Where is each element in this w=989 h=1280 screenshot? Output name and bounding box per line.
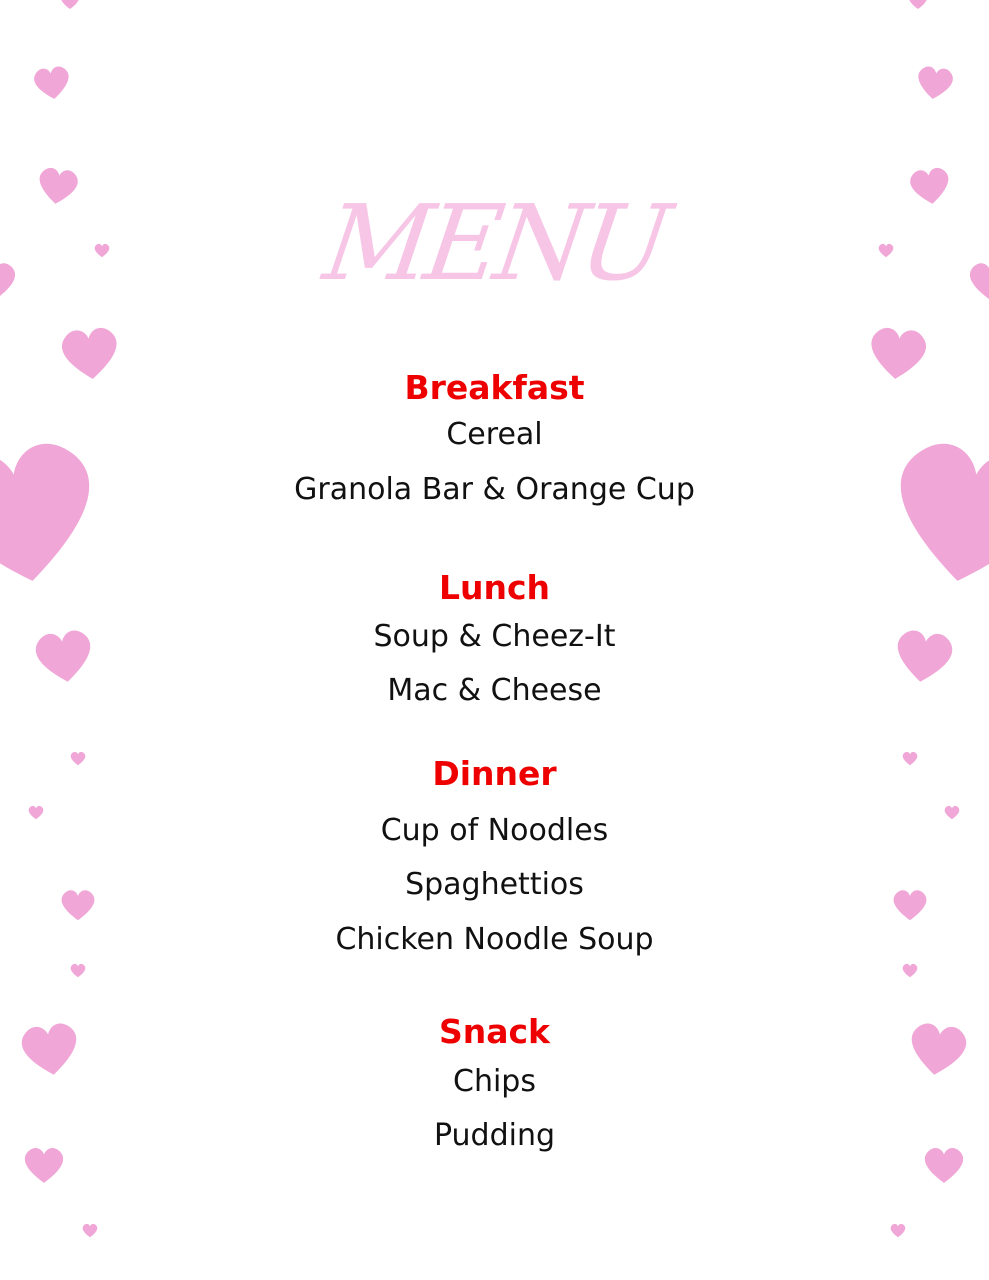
menu-item: Mac & Cheese bbox=[387, 673, 602, 708]
heart-icon bbox=[891, 1224, 906, 1237]
heart-icon bbox=[61, 0, 79, 9]
menu-item: Chicken Noodle Soup bbox=[335, 922, 654, 957]
menu-item: Pudding bbox=[433, 1118, 556, 1153]
heart-icon bbox=[83, 1224, 98, 1237]
section-heading-snack: Snack bbox=[438, 1012, 551, 1051]
section-heading-breakfast: Breakfast bbox=[404, 368, 585, 407]
heart-icon bbox=[915, 65, 954, 101]
menu-item: Chips bbox=[453, 1064, 536, 1099]
heart-icon bbox=[903, 964, 918, 977]
menu-item: Soup & Cheez-It bbox=[373, 619, 616, 654]
menu-item: Cup of Noodles bbox=[380, 813, 609, 848]
heart-icon bbox=[909, 0, 927, 9]
section-heading-dinner: Dinner bbox=[432, 754, 557, 793]
heart-icon bbox=[33, 65, 72, 101]
menu-item: Cereal bbox=[446, 417, 543, 452]
section-heading-lunch: Lunch bbox=[438, 568, 551, 607]
menu-item: Granola Bar & Orange Cup bbox=[294, 472, 695, 507]
menu-title: MENU bbox=[317, 182, 672, 304]
menu-item: Spaghettios bbox=[405, 867, 584, 902]
heart-icon bbox=[71, 964, 86, 977]
